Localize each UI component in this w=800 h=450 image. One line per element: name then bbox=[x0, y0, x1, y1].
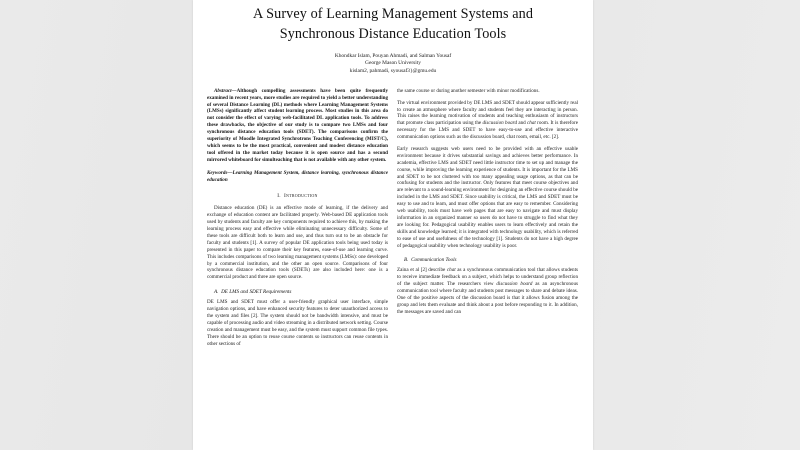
section-title: Introduction bbox=[284, 193, 318, 200]
right-column bbox=[397, 88, 578, 321]
two-column-body bbox=[207, 88, 579, 353]
keywords-paragraph bbox=[207, 170, 388, 184]
subsection-a-paragraph: DE LMS and SDET must offer a user-friendly graphical user interface, simple navigation options, and have enhanced security features to deter unauthorized access to the system and files [2]. The system should not be bandwidth intensive, and must be capable of processing audio and video streaming in a distributed network setting. Course creation and management must be easy, and the system must support common file types. There should be an option to reuse course contents so instructors can reuse contents in other sections of bbox=[207, 299, 388, 347]
intro-paragraph-1: Distance education (DE) is an effective mode of learning, if the delivery and exchange of education content are facilitated properly. Web-based DE application tools used by students and faculty are key components required to achieve this, by making the learning process easy and effective while eliminating unnecessary difficulty. Some of these tools are difficult both to learn and use, and thus turn out to be an obstacle for faculty and students [1]. A survey of popular DE application tools being used today is presented in this paper to compare their key features, ease-of-use and learning curve. This includes comparisons of two learning management systems (LMSs): one developed by a commercial institution, and the other an open source. Comparisons of four synchronous distance education tools (SDETs) are also included here: one is a commercial product and three are open source. bbox=[207, 205, 388, 281]
keywords-label: Keywords— bbox=[207, 169, 233, 176]
right-p2-part1: The virtual environment provided by DE LMS and SDET should appear sufficiently real to create an atmosphere where faculty and students feel they are interacting in person. This raises the learning motivation of students and teaching enthusiasm of instructors that promote class participation using the bbox=[397, 99, 578, 127]
subsection-a-label: A. bbox=[214, 289, 219, 296]
author-affiliation: George Mason University bbox=[365, 60, 421, 67]
right-p4-italic-chat: chat bbox=[446, 267, 456, 274]
author-names: Khondkar Islam, Pouyan Ahmadi, and Salman Yousaf bbox=[334, 52, 452, 59]
author-emails: kislam2, pahmadi, syousaf3}@gmu.edu bbox=[349, 68, 437, 75]
author-block bbox=[207, 53, 579, 76]
right-p2-italic-discussion-board: discussion board bbox=[482, 120, 517, 127]
right-paragraph-1: the same course or during another semester with minor modifications. bbox=[397, 87, 540, 94]
abstract-text: Although compelling assessments have been quite frequently examined in recent years, more studies are required to yield a better understanding of several Distance Learning (DL) methods where Learning Management Systems (LMSs) significantly affect student learning process. Most studies in this area do not consider the effect of varying web-facilitated DL application tools. To address these drawbacks, the objective of our study is to compare two LMSs and four synchronous distance education tools (SDET). The comparisons confirm the superiority of Moodle Integrated Synchrotrons Teaching Conferencing (MIST/C), which seems to be the most practical, convenient and modest distance education tool offered in the market today because it is open source and has a second mirrored whiteboard for simulteaching that is not available with any other system. bbox=[207, 87, 388, 163]
section-heading-introduction bbox=[207, 193, 388, 199]
right-p4-part2: as a synchronous communication tool that allows students to receive immediate feedback on a subject, which helps to understand group reflection of the subject matter. The researchers view bbox=[397, 267, 579, 288]
right-p4-italic-discussion-board: discussion board bbox=[496, 281, 533, 288]
right-paragraph-3: Early research suggests web users need to be provided with an effective usable environment because it drives substantial savings and achieves better performance. In academia, effective LMS and SDET need little instructor time to set up and manage the course, while improving the learning experience of students. It is important for the LMS and SDET to be not cluttered with too many appealing usage options, as that can be confusing for students and the instructor. Only features that meet course objectives and are relevant to a sound-learning environment for designing an effective course should be included in the LMS and SDET. Since usability is critical, the LMS and SDET must be easy to use and to learn, and must offer options that are easy to remember. Considering web usability, tools must have web pages that are easy to navigate and must display information in an organized manner so users do not have to struggle to find what they are looking for. Pedagogical usability enables users to learn effectively and retain the skills and knowledge learned; it is integrated with technology usability, which is referred to ease of use and usefulness of the technology [1]. Students do not have a high degree of pedagogical usability when technology usability is poor. bbox=[397, 146, 578, 249]
abstract-paragraph bbox=[207, 88, 388, 164]
right-p2-part3: room. It is therefore necessary for the LMS and SDET to have easy-to-use and effective interactive communication options such as the discussion board, chat room, email, etc. [2]. bbox=[397, 120, 579, 141]
right-paragraph-2 bbox=[397, 100, 578, 141]
keywords-text: Learning Management System, distance learning, synchronous distance education bbox=[207, 169, 388, 183]
paper-title bbox=[207, 6, 579, 44]
left-column bbox=[207, 88, 388, 353]
paper-page bbox=[193, 0, 593, 450]
right-p2-italic-chat: chat bbox=[527, 120, 536, 127]
right-p2-part2: and bbox=[517, 120, 528, 127]
paper-title-line-2: Synchronous Distance Education Tools bbox=[279, 25, 507, 42]
page-content bbox=[193, 0, 593, 352]
section-number: I. bbox=[277, 193, 281, 200]
right-p4-part1: Zaina et al [2] describe bbox=[397, 267, 447, 274]
subsection-b-label: B. bbox=[404, 257, 409, 264]
paper-title-line-1: A Survey of Learning Management Systems and bbox=[252, 6, 534, 22]
right-paragraph-4 bbox=[397, 267, 578, 315]
abstract-label: Abstract— bbox=[214, 87, 237, 94]
subsection-b-title: Communication Tools bbox=[411, 257, 457, 264]
right-p4-part3: as an asynchronous communication tool where faculty and students post messages to share and debate ideas. One of the positive aspects of the discussion board is that it allows fusion among the group and lets them evaluate and think about a post before responding to it. In addition, the messages are saved and can bbox=[397, 281, 578, 315]
subsection-heading-a bbox=[207, 289, 388, 295]
subsection-a-title: DE LMS and SDET Requirements bbox=[221, 289, 292, 296]
subsection-heading-b bbox=[397, 257, 578, 263]
